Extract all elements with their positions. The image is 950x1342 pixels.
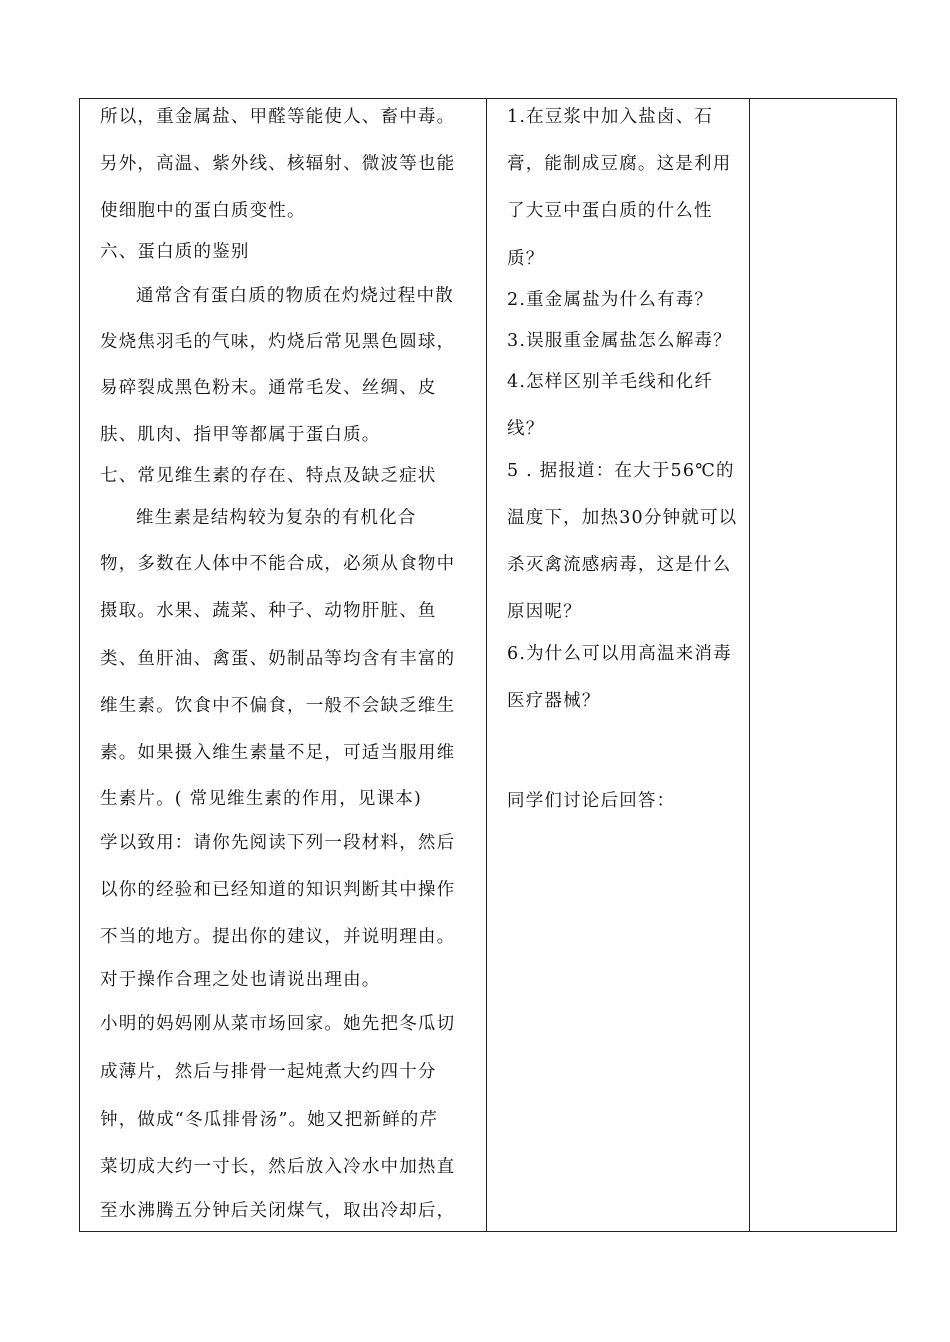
text-line: 易碎裂成黑色粉末。通常毛发、丝绸、皮 — [100, 378, 437, 398]
question-line: 5 . 据报道：在大于56℃的 — [507, 461, 735, 481]
question-line: 2.重金属盐为什么有毒？ — [507, 290, 714, 310]
text-line: 使细胞中的蛋白质变性。 — [100, 201, 306, 221]
text-line: 学以致用：请你先阅读下列一段材料，然后 — [100, 833, 456, 853]
text-line: 肤、肌肉、指甲等都属于蛋白质。 — [100, 425, 381, 445]
question-line: 温度下，加热30分钟就可以 — [507, 508, 738, 528]
text-line: 至水沸腾五分钟后关闭煤气，取出冷却后， — [100, 1201, 456, 1221]
question-line: 1.在豆浆中加入盐卤、石 — [507, 107, 714, 127]
question-line: 4.怎样区别羊毛线和化纤 — [507, 372, 714, 392]
text-line: 菜切成大约一寸长，然后放入冷水中加热直 — [100, 1157, 456, 1177]
activity-cell — [487, 99, 750, 1232]
question-line: 医疗器械？ — [507, 691, 601, 711]
text-line: 对于操作合理之处也请说出理由。 — [100, 970, 381, 990]
discussion-prompt: 同学们讨论后回答： — [507, 791, 676, 811]
question-line: 杀灭禽流感病毒，这是什么 — [507, 555, 732, 575]
text-line: 所以，重金属盐、甲醛等能使人、畜中毒。 — [100, 107, 456, 127]
question-line: 质？ — [507, 249, 545, 269]
text-line: 物，多数在人体中不能合成，必须从食物中 — [100, 554, 456, 574]
text-line: 类、鱼肝油、禽蛋、奶制品等均含有丰富的 — [100, 649, 456, 669]
text-line: 维生素。饮食中不偏食，一般不会缺乏维生 — [100, 696, 456, 716]
content-cell — [80, 99, 487, 1232]
section-heading: 七、常见维生素的存在、特点及缺乏症状 — [100, 466, 437, 486]
text-line: 通常含有蛋白质的物质在灼烧过程中散 — [136, 286, 454, 306]
text-line: 生素片。( 常见维生素的作用，见课本) — [100, 789, 423, 809]
question-line: 了大豆中蛋白质的什么性 — [507, 201, 713, 221]
notes-empty — [750, 99, 896, 1231]
question-line: 线？ — [507, 419, 545, 439]
text-line: 钟，做成“冬瓜排骨汤”。她又把新鲜的芹 — [100, 1110, 439, 1130]
question-line: 膏，能制成豆腐。这是利用 — [507, 154, 732, 174]
content-text — [80, 99, 486, 1231]
text-line: 发烧焦羽毛的气味，灼烧后常见黑色圆球， — [100, 332, 456, 352]
text-line: 摄取。水果、蔬菜、种子、动物肝脏、鱼 — [100, 601, 437, 621]
table-row — [80, 99, 897, 1232]
question-line: 3.误服重金属盐怎么解毒？ — [507, 331, 732, 351]
text-line: 小明的妈妈刚从菜市场回家。她先把冬瓜切 — [100, 1014, 456, 1034]
notes-cell — [750, 99, 897, 1232]
text-line: 维生素是结构较为复杂的有机化合 — [136, 508, 417, 528]
section-heading: 六、蛋白质的鉴别 — [100, 242, 250, 262]
question-line: 原因呢？ — [507, 602, 582, 622]
lesson-table — [79, 98, 897, 1232]
text-line: 另外，高温、紫外线、核辐射、微波等也能 — [100, 154, 456, 174]
text-line: 不当的地方。提出你的建议，并说明理由。 — [100, 927, 456, 947]
activity-text — [487, 99, 749, 1231]
text-line: 成薄片，然后与排骨一起炖煮大约四十分 — [100, 1062, 437, 1082]
question-line: 6.为什么可以用高温来消毒 — [507, 644, 732, 664]
text-line: 以你的经验和已经知道的知识判断其中操作 — [100, 880, 456, 900]
text-line: 素。如果摄入维生素量不足，可适当服用维 — [100, 743, 456, 763]
